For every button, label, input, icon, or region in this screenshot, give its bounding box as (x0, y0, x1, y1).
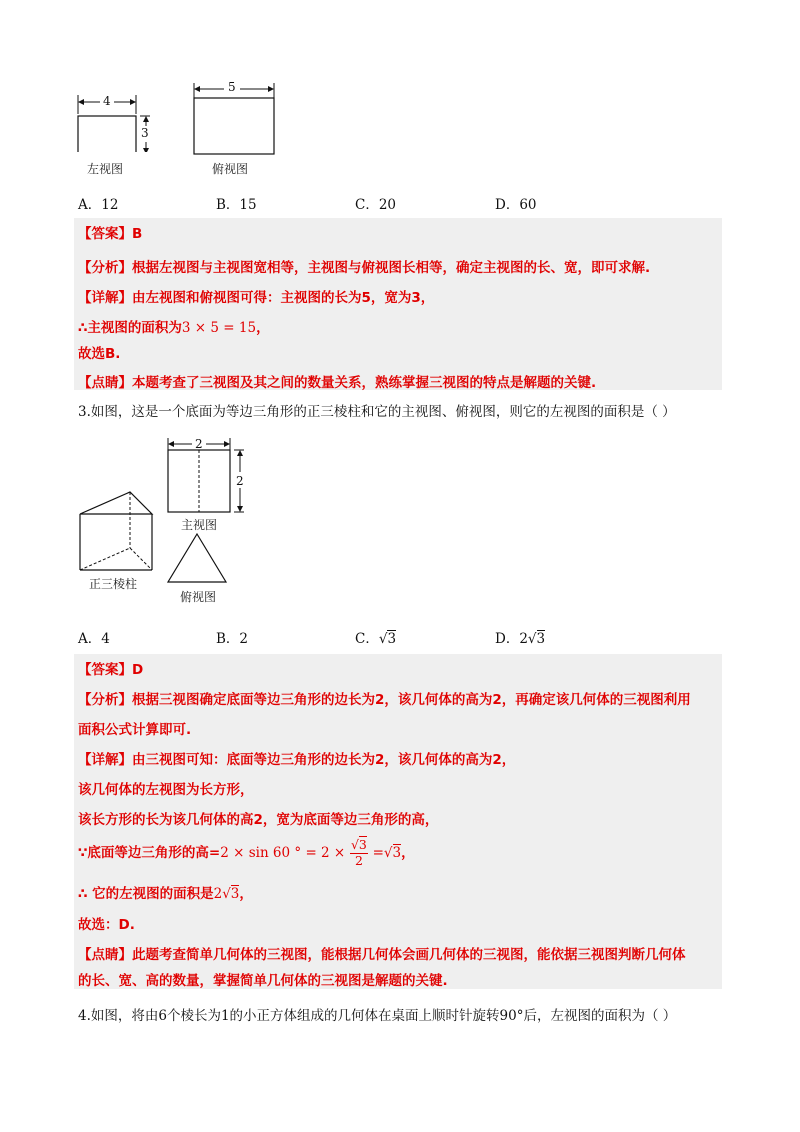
sqrt-icon: √ (383, 845, 393, 861)
q2-choose: 故选B. (78, 346, 121, 362)
q3-height-frac-den: 2 (354, 852, 363, 868)
q2-left-view-caption: 左视图 (87, 162, 124, 176)
sqrt-icon: √ (527, 631, 537, 647)
q3-area-radical: 3 (230, 886, 240, 902)
q3-height-radical: 3 (392, 845, 402, 861)
q3-options (78, 627, 758, 649)
q3-height-frac-num: 3 (358, 837, 367, 852)
q3-detail-line-1: 【详解】由三视图可知：底面等边三角形的边长为2，该几何体的高为2， (78, 752, 516, 768)
q2-option-d[interactable]: D．60 (495, 197, 537, 213)
q4-question: 4.如图，将由6个棱长为1的小正方体组成的几何体在桌面上顺时针旋转90°后，左视图的面积为（ ） (78, 1008, 677, 1024)
q3-option-d-radical: 3 (536, 631, 546, 647)
q2-area-suffix: ， (256, 320, 270, 336)
q2-left-view-figure (70, 92, 160, 152)
q3-answer: 【答案】D (78, 662, 144, 678)
q3-prism-figure (72, 484, 162, 574)
q3-detail-line-2: 该几何体的左视图为长方形， (78, 782, 254, 798)
q3-top-view-caption: 俯视图 (180, 590, 217, 604)
q3-prism-caption: 正三棱柱 (89, 577, 138, 591)
q3-option-d-coef: 2 (519, 631, 528, 647)
q3-option-d-letter: D． (495, 631, 520, 647)
q3-option-c[interactable] (355, 627, 396, 647)
q3-area-coef: 2 (213, 886, 223, 902)
q3-choose: 故选：D. (78, 917, 135, 933)
q3-front-height-label: 2 (236, 474, 244, 488)
q3-option-c-letter: C． (355, 631, 379, 647)
q3-area-prefix: ∴ 它的左视图的面积是 (78, 886, 214, 902)
q2-answer-block (74, 218, 722, 390)
q3-area-line (78, 882, 253, 902)
q3-analysis-line-2: 面积公式计算即可. (78, 722, 192, 738)
q2-option-c[interactable]: C．20 (355, 197, 397, 213)
q3-height-prefix: ∵底面等边三角形的高= (78, 845, 221, 861)
q3-question: 3.如图，这是一个底面为等边三角形的正三棱柱和它的主视图、俯视图，则它的左视图的面积是（ ） (78, 404, 676, 420)
q2-detail: 【详解】由左视图和俯视图可得：主视图的长为5，宽为3， (78, 290, 435, 306)
q2-options (78, 193, 758, 213)
q3-option-c-radical: 3 (387, 631, 397, 647)
q3-height-suffix: ， (401, 845, 415, 861)
q3-detail-line-3: 该长方形的长为该几何体的高2，宽为底面等边三角形的高， (78, 812, 439, 828)
q2-left-width-label: 4 (103, 94, 111, 108)
q2-top-width-label: 5 (228, 80, 236, 94)
q3-analysis-line-1: 【分析】根据三视图确定底面等边三角形的边长为2，该几何体的高为2，再确定该几何体的三视图利用 (78, 692, 691, 708)
sqrt-icon: √ (350, 837, 359, 852)
q3-comment-line-2: 的长、宽、高的数量，掌握简单几何体的三视图是解题的关键. (78, 973, 448, 989)
q3-option-d[interactable] (495, 627, 545, 647)
q3-height-fraction (350, 839, 368, 867)
q3-height-line (78, 836, 415, 870)
q3-height-expr-a: 2 × sin 60 ° = 2 × (220, 845, 346, 861)
q2-comment: 【点睛】本题考查了三视图及其之间的数量关系，熟练掌握三视图的特点是解题的关键. (78, 375, 597, 391)
q2-answer: 【答案】B (78, 226, 143, 242)
q2-analysis: 【分析】根据左视图与主视图宽相等，主视图与俯视图长相等，确定主视图的长、宽，即可求解. (78, 260, 651, 276)
q3-area-suffix: ， (239, 886, 253, 902)
q3-height-expr-b: = (372, 845, 384, 861)
q2-top-view-caption: 俯视图 (212, 162, 249, 176)
q2-option-b[interactable]: B．15 (216, 197, 257, 213)
q2-area-prefix: ∴主视图的面积为 (78, 320, 182, 336)
q3-front-width-label: 2 (195, 437, 203, 451)
sqrt-icon: √ (222, 886, 231, 902)
q3-front-view-caption: 主视图 (181, 518, 218, 532)
q3-top-view-figure (164, 530, 230, 586)
sqrt-icon: √ (378, 631, 388, 647)
q3-comment-line-1: 【点睛】此题考查简单几何体的三视图，能根据几何体会画几何体的三视图，能依据三视图判断几何体 (78, 947, 686, 963)
q3-option-b[interactable]: B．2 (216, 631, 249, 647)
q2-area-expr: 3 × 5 = 15 (181, 320, 257, 336)
q2-left-height-label: 3 (141, 126, 149, 140)
q2-area-line (78, 316, 270, 336)
q3-option-a[interactable]: A．4 (78, 631, 110, 647)
q3-answer-block (74, 654, 722, 989)
q2-option-a[interactable]: A．12 (78, 197, 119, 213)
